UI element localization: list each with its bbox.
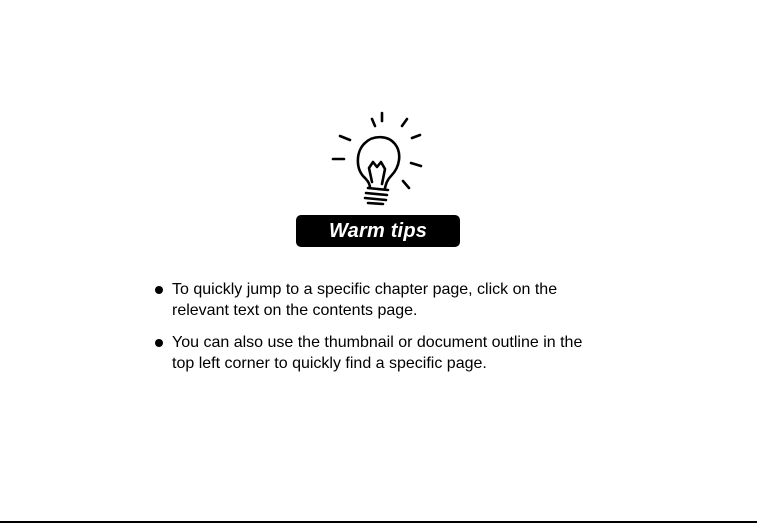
warm-tips-badge xyxy=(296,215,460,247)
warm-tips-title: Warm tips xyxy=(328,219,428,242)
page-bottom-border xyxy=(0,521,757,523)
list-item xyxy=(154,279,594,321)
bullet-dot xyxy=(155,286,163,294)
bullet-dot xyxy=(155,339,163,347)
tips-list xyxy=(154,279,594,385)
lightbulb-icon xyxy=(325,106,435,206)
list-item xyxy=(154,332,594,374)
tip-text: You can also use the thumbnail or document outline in the top left corner to quickly find a specific page. xyxy=(172,334,583,372)
tip-text: To quickly jump to a specific chapter page, click on the relevant text on the contents page. xyxy=(172,281,558,319)
